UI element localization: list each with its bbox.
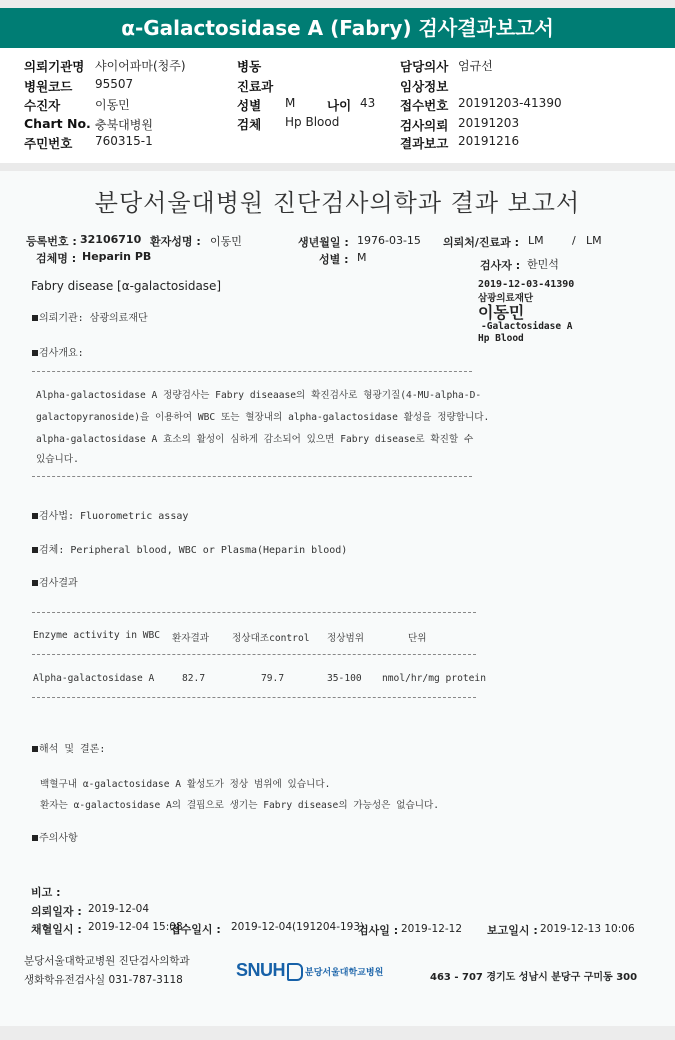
value-referral-dept: LM bbox=[528, 234, 544, 247]
label-hospital-code: 병원코드 bbox=[24, 79, 73, 94]
value-receipt-no: 20191203-41390 bbox=[458, 96, 562, 110]
value-test-request: 20191203 bbox=[458, 116, 520, 130]
value-physician: 엄규선 bbox=[458, 59, 493, 73]
table-header-patient: 환자결과 bbox=[172, 633, 210, 644]
label-test-date: 검사일 : bbox=[358, 924, 399, 937]
notes-heading: 주의사항 bbox=[32, 829, 78, 844]
label-result-report: 결과보고 bbox=[400, 136, 449, 151]
label-specimen: 검체 bbox=[237, 117, 262, 132]
table-header-unit: 단위 bbox=[408, 633, 427, 644]
label-referral-dept: 의뢰처/진료과 : bbox=[443, 236, 520, 249]
table-cell-patient: 82.7 bbox=[182, 673, 206, 684]
overview-line-4: 있습니다. bbox=[36, 454, 79, 465]
label-sex: 성별 bbox=[237, 98, 262, 113]
value-age: 43 bbox=[360, 96, 376, 110]
label-remark: 비고 : bbox=[31, 886, 61, 899]
overview-heading: 검사개요: bbox=[32, 344, 84, 359]
label-report-sex: 성별 : bbox=[319, 253, 349, 266]
result-heading: 검사결과 bbox=[32, 574, 78, 589]
label-resident-no: 주민번호 bbox=[24, 136, 73, 151]
label-ward: 병동 bbox=[237, 59, 262, 74]
table-rule-mid bbox=[32, 654, 476, 655]
label-draw-time: 채혈일시 : bbox=[31, 923, 82, 936]
overview-line-3: alpha-galactosidase A 효소의 활성이 심하게 감소되어 있으면 Fabry disease로 확진할 수 bbox=[36, 434, 474, 445]
value-specimen-name: Heparin PB bbox=[82, 250, 152, 263]
interpretation-line-2: 환자는 α-galactosidase A의 결핍으로 생기는 Fabry disease의 가능성은 없습니다. bbox=[40, 800, 440, 811]
bottom-strip bbox=[0, 1026, 675, 1040]
label-patient: 수진자 bbox=[24, 98, 61, 113]
interpretation-line-1: 백혈구내 α-galactosidase A 활성도가 정상 범위에 있습니다. bbox=[40, 779, 331, 790]
sample-line: 검체: Peripheral blood, WBC or Plasma(Heparin blood) bbox=[32, 541, 347, 556]
label-requesting-institution: 의뢰기관명 bbox=[24, 59, 85, 74]
value-report-time: 2019-12-13 10:06 bbox=[540, 923, 635, 935]
overview-line-1: Alpha-galactosidase A 정량검사는 Fabry diseaase의 확진검사로 형광기질(4-MU-alpha-D- bbox=[36, 390, 482, 401]
label-patient-name: 환자성명 : bbox=[150, 235, 201, 248]
stamp-specimen: Hp Blood bbox=[478, 333, 524, 344]
value-patient-name: 이동민 bbox=[210, 235, 242, 248]
label-physician: 담당의사 bbox=[400, 59, 449, 74]
label-age: 나이 bbox=[327, 98, 352, 113]
value-draw-time: 2019-12-04 15:08 bbox=[88, 921, 183, 933]
label-test-request: 검사의뢰 bbox=[400, 118, 449, 133]
label-department: 진료과 bbox=[237, 79, 274, 94]
summary-info bbox=[0, 48, 675, 163]
label-chart-no: Chart No. bbox=[24, 116, 91, 131]
top-strip bbox=[0, 0, 675, 8]
table-header-enzyme: Enzyme activity in WBC bbox=[33, 630, 161, 641]
footer-address: 463 - 707 경기도 성남시 분당구 구미동 300 bbox=[430, 972, 638, 983]
table-header-control: 정상대조control bbox=[232, 633, 310, 644]
stamp-test: -Galactosidase A bbox=[481, 321, 573, 332]
value-requesting-institution: 샤이어파마(청주) bbox=[95, 59, 186, 73]
table-cell-control: 79.7 bbox=[261, 673, 285, 684]
value-specimen: Hp Blood bbox=[285, 115, 340, 129]
value-department: LM bbox=[586, 234, 602, 247]
snuh-emblem-icon bbox=[287, 963, 303, 981]
stamp-receipt-no: 2019-12-03-41390 bbox=[478, 279, 575, 290]
snuh-logo: SNUH 분당서울대학교병원 bbox=[236, 960, 384, 980]
value-patient: 이동민 bbox=[95, 98, 130, 112]
value-hospital-code: 95507 bbox=[95, 77, 134, 91]
value-birthdate: 1976-03-15 bbox=[357, 234, 421, 247]
value-tester: 한민석 bbox=[527, 258, 559, 271]
test-name: Fabry disease [α-galactosidase] bbox=[31, 279, 222, 293]
label-registration-no: 등록번호 : bbox=[26, 235, 77, 248]
table-rule-bottom bbox=[32, 697, 476, 698]
separator bbox=[0, 163, 675, 171]
label-tester: 검사자 : bbox=[480, 259, 521, 272]
stamp-foundation: 삼광의료재단 bbox=[478, 293, 534, 304]
divider bbox=[32, 476, 472, 477]
scanned-report bbox=[0, 171, 675, 1026]
label-birthdate: 생년월일 : bbox=[298, 236, 349, 249]
method-line: 검사법: Fluorometric assay bbox=[32, 507, 188, 522]
divider bbox=[32, 371, 472, 372]
value-result-report: 20191216 bbox=[458, 134, 520, 148]
table-cell-enzyme: Alpha-galactosidase A bbox=[33, 673, 155, 684]
value-test-date: 2019-12-12 bbox=[401, 923, 463, 935]
table-rule-top bbox=[32, 612, 476, 613]
dept-separator: / bbox=[572, 234, 576, 247]
footer-lab-phone: 생화학유전검사실 031-787-3118 bbox=[24, 974, 183, 986]
table-cell-range: 35-100 bbox=[327, 673, 362, 684]
report-header-title: α-Galactosidase A (Fabry) 검사결과보고서 bbox=[0, 8, 675, 48]
interpretation-heading: 해석 및 결론: bbox=[32, 740, 105, 755]
label-receipt-time: 접수일시 : bbox=[170, 923, 221, 936]
report-title: 분당서울대병원 진단검사의학과 결과 보고서 bbox=[94, 189, 581, 217]
footer-department: 분당서울대학교병원 진단검사의학과 bbox=[24, 955, 190, 967]
overview-line-2: galactopyranoside)을 이용하여 WBC 또는 혈장내의 alpha-galactosidase 활성을 정량합니다. bbox=[36, 412, 490, 423]
value-resident-no: 760315-1 bbox=[95, 134, 153, 148]
label-clinical-info: 임상정보 bbox=[400, 79, 449, 94]
value-request-date: 2019-12-04 bbox=[88, 903, 150, 915]
value-report-sex: M bbox=[357, 251, 367, 264]
value-registration-no: 32106710 bbox=[80, 233, 142, 246]
table-header-range: 정상범위 bbox=[327, 633, 365, 644]
label-report-time: 보고일시 : bbox=[487, 924, 538, 937]
label-request-date: 의뢰일자 : bbox=[31, 905, 82, 918]
label-specimen-name: 검체명 : bbox=[36, 252, 77, 265]
stamp-patient-name: 이동민 bbox=[478, 303, 525, 322]
institution-line: 의뢰기관: 삼광의료재단 bbox=[32, 309, 148, 324]
value-sex: M bbox=[285, 96, 296, 110]
value-receipt-time: 2019-12-04(191204-193) bbox=[231, 921, 365, 933]
table-cell-unit: nmol/hr/mg protein bbox=[382, 673, 486, 684]
value-chart-no: 충북대병원 bbox=[95, 118, 153, 132]
label-receipt-no: 접수번호 bbox=[400, 98, 449, 113]
